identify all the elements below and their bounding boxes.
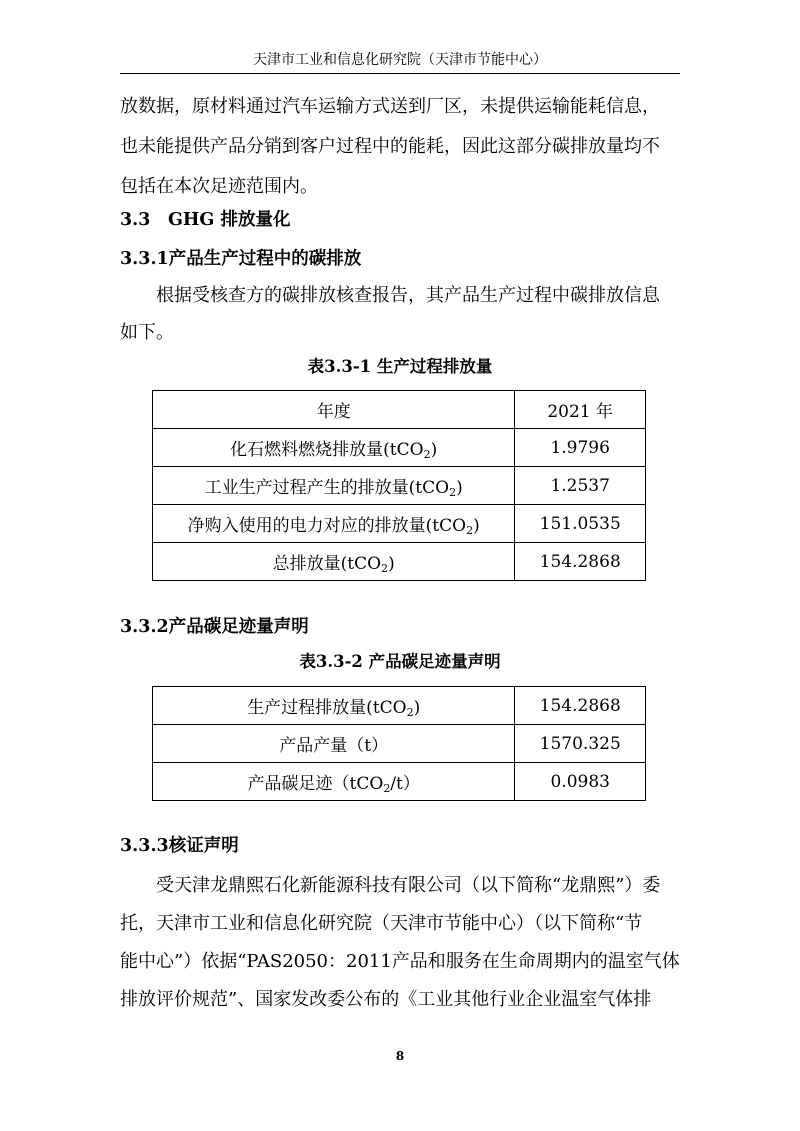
row-value: 1.2537 [515,467,646,505]
row-label: 化石燃料燃烧排放量(tCO$_2$) [153,429,515,467]
header-cell-year: 年度 [153,391,515,429]
table-row [153,763,646,801]
section-3-3-heading: 3.3 GHG 排放量化 [120,210,291,230]
row-label: 净购入使用的电力对应的排放量(tCO$_2$) [153,505,515,543]
table-row [153,543,646,581]
section-3-3-1-paragraph [120,276,685,316]
row-value: 1.9796 [515,429,646,467]
verification-line-4: 排放评价规范”、国家发改委公布的《工业其他行业企业温室气体排 [120,989,652,1010]
table-2-caption: 表3.3-2 产品碳足迹量声明 [299,652,501,671]
paragraph-line-1: 根据受核查方的碳排放核查报告，其产品生产过程中碳排放信息 [156,285,660,306]
table-production-emissions [152,390,646,581]
table-row [153,687,646,725]
section-3-3-1-heading: 3.3.1产品生产过程中的碳排放 [120,249,362,269]
table-row [153,467,646,505]
header-cell-value: 2021 年 [515,391,646,429]
row-label: 产品碳足迹（tCO$_2$/t） [153,763,515,801]
section-3-3-1-paragraph-cont: 如下。 [120,322,174,343]
row-label: 工业生产过程产生的排放量(tCO$_2$) [153,467,515,505]
header-divider [120,73,680,74]
intro-line-3: 包括在本次足迹范围内。 [120,176,318,197]
intro-line-2: 也未能提供产品分销到客户过程中的能耗，因此这部分碳排放量均不 [120,136,660,157]
row-value: 0.0983 [515,763,646,801]
page-header-title: 天津市工业和信息化研究院（天津市节能中心） [253,52,547,68]
row-value: 151.0535 [515,505,646,543]
row-value: 154.2868 [515,543,646,581]
row-label: 产品产量（t） [153,725,515,763]
page-number: 8 [395,1049,405,1063]
table-carbon-footprint [152,686,646,801]
table-1-caption: 表3.3-1 生产过程排放量 [307,357,493,376]
table-row [153,505,646,543]
verification-line-2: 托，天津市工业和信息化研究院（天津市节能中心）（以下简称“节 [120,913,643,934]
section-3-3-2-heading: 3.3.2产品碳足迹量声明 [120,617,309,637]
row-label: 生产过程排放量(tCO$_2$) [153,687,515,725]
table-row [153,725,646,763]
table-header-row [153,391,646,429]
table-row [153,429,646,467]
row-label: 总排放量(tCO$_2$) [153,543,515,581]
intro-line-1: 放数据，原材料通过汽车运输方式送到厂区，未提供运输能耗信息， [120,96,660,117]
verification-line-1: 受天津龙鼎熙石化新能源科技有限公司（以下简称“龙鼎熙”）委 [156,875,661,896]
row-value: 154.2868 [515,687,646,725]
row-value: 1570.325 [515,725,646,763]
verification-line-3: 能中心”）依据“PAS2050：2011产品和服务在生命周期内的温室气体 [120,951,680,972]
section-3-3-3-heading: 3.3.3核证声明 [120,836,239,856]
